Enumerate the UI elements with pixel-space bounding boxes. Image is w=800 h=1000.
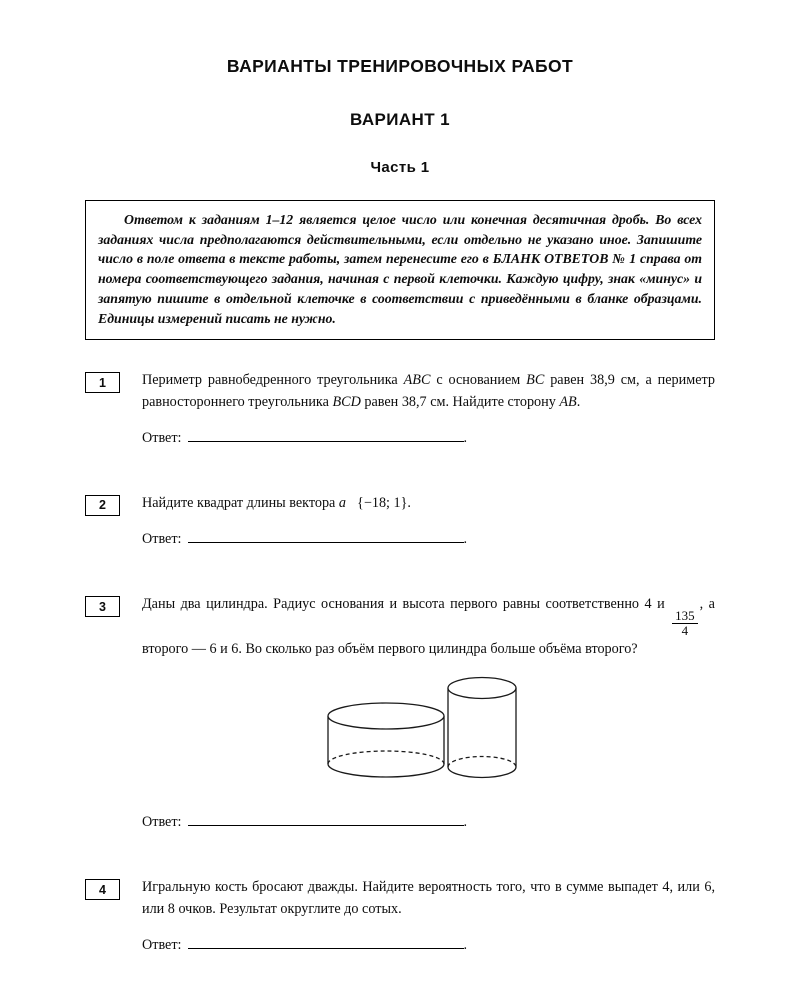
text-run: равен 38,9 см, а периметр равностороннего треугольника — [142, 372, 715, 410]
text-run: Периметр равнобедренного треугольника — [142, 372, 404, 389]
text-run: . — [576, 393, 581, 410]
text-run: равен 38,7 см. Найдите сторону — [360, 393, 560, 410]
math-var: BC — [526, 372, 545, 389]
problem-4 — [85, 877, 715, 954]
answer-blank — [188, 935, 464, 949]
vector-var: a⃗ — [338, 494, 358, 511]
answer-label: Ответ: — [142, 936, 182, 953]
math-var: BCD — [332, 393, 361, 410]
answer-line — [142, 529, 715, 548]
answer-period: . — [463, 814, 468, 831]
part-title: Часть 1 — [370, 159, 430, 176]
problem-4-text: Игральную кость бросают дважды. Найдите вероятность того, что в сумме выпадет 4, или 6, или 8 очков. Результат округлите до сотых. — [142, 879, 715, 917]
problem-1-text — [142, 370, 715, 413]
answer-label: Ответ: — [142, 531, 182, 548]
answer-period: . — [463, 429, 468, 446]
cylinder-tall — [448, 678, 516, 778]
cylinders-figure — [142, 674, 715, 797]
text-run: Даны два цилиндра. Радиус основания и высота первого равны соответственно 4 и — [142, 596, 671, 613]
problem-3-body — [142, 594, 715, 831]
problem-2 — [85, 493, 715, 548]
exam-page — [85, 56, 715, 954]
answer-line — [142, 428, 715, 447]
problem-4-body — [142, 877, 715, 954]
answer-period: . — [463, 531, 468, 548]
cylinder-wide — [328, 703, 444, 777]
page-title: ВАРИАНТЫ ТРЕНИРОВОЧНЫХ РАБОТ — [226, 56, 574, 76]
problem-2-body — [142, 493, 715, 548]
text-run: с основанием — [430, 372, 527, 389]
problem-3-text — [142, 594, 715, 660]
answer-period: . — [463, 936, 468, 953]
text-run: {−18; 1}. — [357, 494, 411, 511]
problem-1-number: 1 — [85, 372, 120, 393]
problem-1 — [85, 370, 715, 447]
text-run: , а второго — 6 и 6. Во сколько раз объём первого цилиндра больше объёма второго? — [142, 596, 715, 657]
problem-3 — [85, 594, 715, 831]
text-run: Найдите квадрат длины вектора — [142, 494, 339, 511]
instructions-box — [85, 200, 715, 340]
answer-blank — [188, 428, 464, 442]
problem-1-body — [142, 370, 715, 447]
fraction-denominator: 4 — [681, 623, 689, 639]
variant-title: ВАРИАНТ 1 — [350, 110, 450, 129]
answer-label: Ответ: — [142, 814, 182, 831]
answer-blank — [188, 812, 464, 826]
problem-3-number: 3 — [85, 596, 120, 617]
answer-line — [142, 812, 715, 831]
answer-line — [142, 935, 715, 954]
problem-4-number: 4 — [85, 879, 120, 900]
problem-2-number: 2 — [85, 495, 120, 516]
math-var: AB — [559, 393, 577, 410]
fraction — [672, 609, 698, 639]
fraction-numerator: 135 — [672, 609, 698, 625]
answer-blank — [188, 529, 464, 543]
answer-label: Ответ: — [142, 429, 182, 446]
problem-2-text — [142, 493, 715, 514]
instructions-text: Ответом к заданиям 1–12 является целое число или конечная десятичная дробь. Во всех заданиях числа предполагаются действительными, если отдельно не указано иное. Запишите число в поле ответа в тексте работы, затем перенесите его в БЛАНК ОТВЕТОВ № 1 справа от номера соответствующего задания, начиная с первой клеточки. Каждую цифру, знак «минус» и запятую пишите в отдельной клеточке в соответствии с приведёнными в бланке образцами. Единицы измерений писать не нужно. — [98, 212, 702, 326]
math-var: ABC — [403, 372, 431, 389]
